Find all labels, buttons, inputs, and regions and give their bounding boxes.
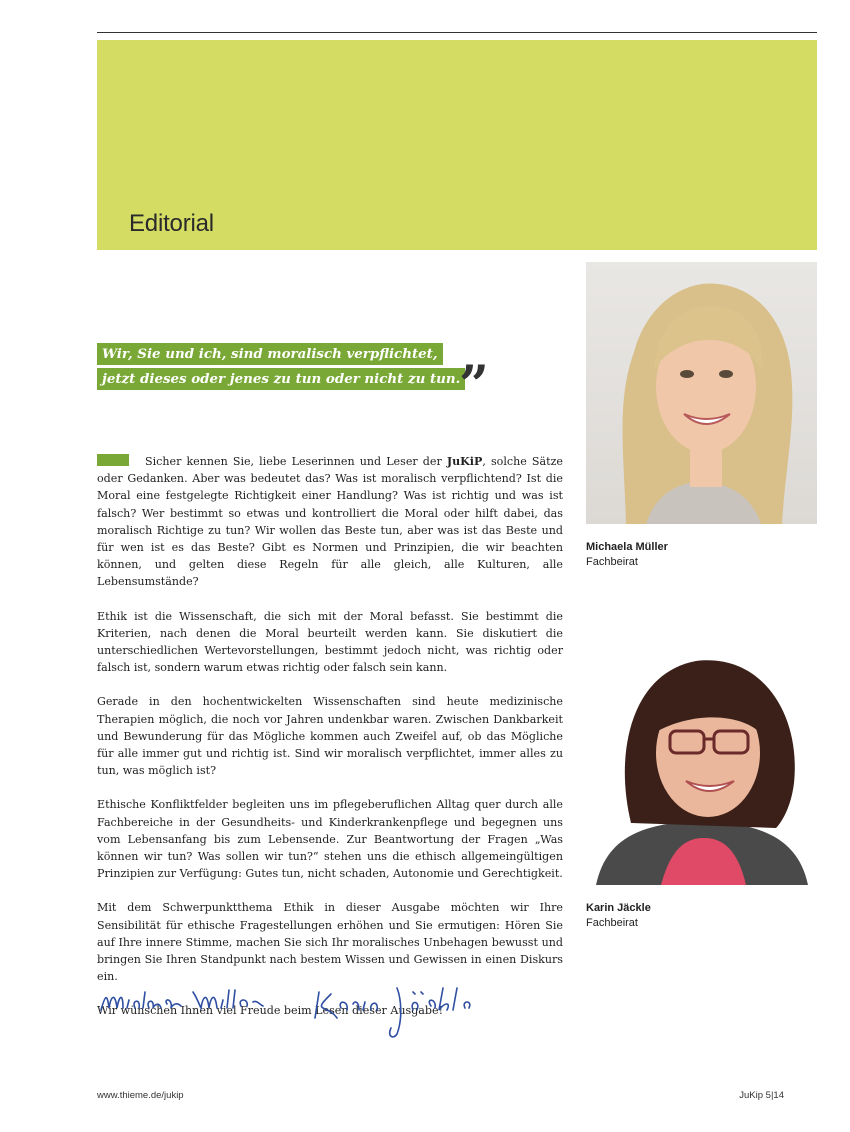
- signature-karin-jaeckle: [315, 988, 470, 1037]
- author-role: Fachbeirat: [586, 556, 638, 568]
- pull-quote-line-2: jetzt dieses oder jenes zu tun oder nicht zu tun.: [97, 368, 465, 390]
- footer-issue: JuKip 5|14: [739, 1090, 784, 1101]
- handwritten-signatures: [97, 978, 497, 1048]
- paragraph-1-start: Sicher kennen Sie, liebe Leserinnen und Leser der: [145, 455, 447, 468]
- caption-author-1: [586, 540, 668, 570]
- paragraph-3: Gerade in den hochentwickelten Wissenschaften sind heute medizinische Therapien möglich, die noch vor Jahren undenkbar waren. Zwischen Dankbarkeit und Bewunderung für das Mögliche kommen auch Zweifel auf, ob das Mögliche für alle immer gut und richtig ist. Sind wir moralisch verpflichtet, immer alles zu tun, was möglich ist?: [97, 695, 563, 778]
- paragraph-2: Ethik ist die Wissenschaft, die sich mit der Moral befasst. Sie bestimmt die Kriterien, nach denen die Moral beurteilt werden kann. Sie diskutiert die unterschiedlichen Wertevorstellungen, bestimmt jedoch nicht, was richtig oder falsch ist, sondern warum etwas richtig oder falsch sein kann.: [97, 609, 563, 675]
- closing-quote-mark: ”: [459, 355, 489, 416]
- author-name: Karin Jäckle: [586, 902, 651, 914]
- paragraph-1-rest: , solche Sätze oder Gedanken. Aber was bedeutet das? Was ist moralisch verpflichtend? Ist die Moral eine festgelegte Richtigkeit einer Handlung? Was ist richtig und was ist falsch? Wer bestimmt so etwas und kontrolliert die Moral oder hilft dabei, das moralisch Richtige zu tun? Wir wollen das Beste tun, aber was ist das Beste und für wen ist es das Beste? Gibt es Normen und Prinzipien, die wir beachten können, und gelten diese Regeln für alle gleich, alle Kulturen, alle Lebensumstände?: [97, 455, 563, 589]
- paragraph-4: Ethische Konfliktfelder begleiten uns im pflegeberuflichen Alltag quer durch alle Fachbereiche in der Gesundheits- und Kinderkrankenpflege und begegnen uns vom Lebensanfang bis zum Lebensende. Zur Beantwortung der Fragen „Was können wir tun? Was sollen wir tun?“ stehen uns die ethisch allgemeingültigen Prinzipien zur Verfügung: Gutes tun, nicht schaden, Autonomie und Gerechtigkeit.: [97, 798, 563, 881]
- signature-michaela-mueller: [101, 990, 263, 1010]
- page-title: Editorial: [129, 210, 214, 237]
- article-body: [97, 453, 563, 1037]
- pull-quote: [97, 343, 497, 393]
- portrait-karin-jaeckle: [586, 623, 817, 885]
- portrait-michaela-mueller: [586, 262, 817, 524]
- author-name: Michaela Müller: [586, 541, 668, 553]
- paragraph-6: Wir wünschen Ihnen viel Freude beim Lesen dieser Ausgabe!: [97, 1004, 444, 1018]
- header-banner: [97, 40, 817, 250]
- paragraph-1: [97, 453, 563, 591]
- pull-quote-line-1: Wir, Sie und ich, sind moralisch verpflichtet,: [97, 343, 443, 365]
- caption-author-2: [586, 901, 651, 931]
- footer-url: www.thieme.de/jukip: [97, 1090, 184, 1101]
- lead-marker: [97, 454, 129, 466]
- author-role: Fachbeirat: [586, 917, 638, 929]
- magazine-name: JuKiP: [446, 455, 483, 468]
- top-rule: [97, 32, 817, 33]
- paragraph-5: Mit dem Schwerpunktthema Ethik in dieser Ausgabe möchten wir Ihre Sensibilität für ethische Fragestellungen erhöhen und Sie ermutigen: Hören Sie auf Ihre innere Stimme, machen Sie sich Ihr moralisches Unbehagen bewusst und bringen Sie Ihren Standpunkt nach bestem Wissen und Gewissen in einen Diskurs ein.: [97, 901, 563, 984]
